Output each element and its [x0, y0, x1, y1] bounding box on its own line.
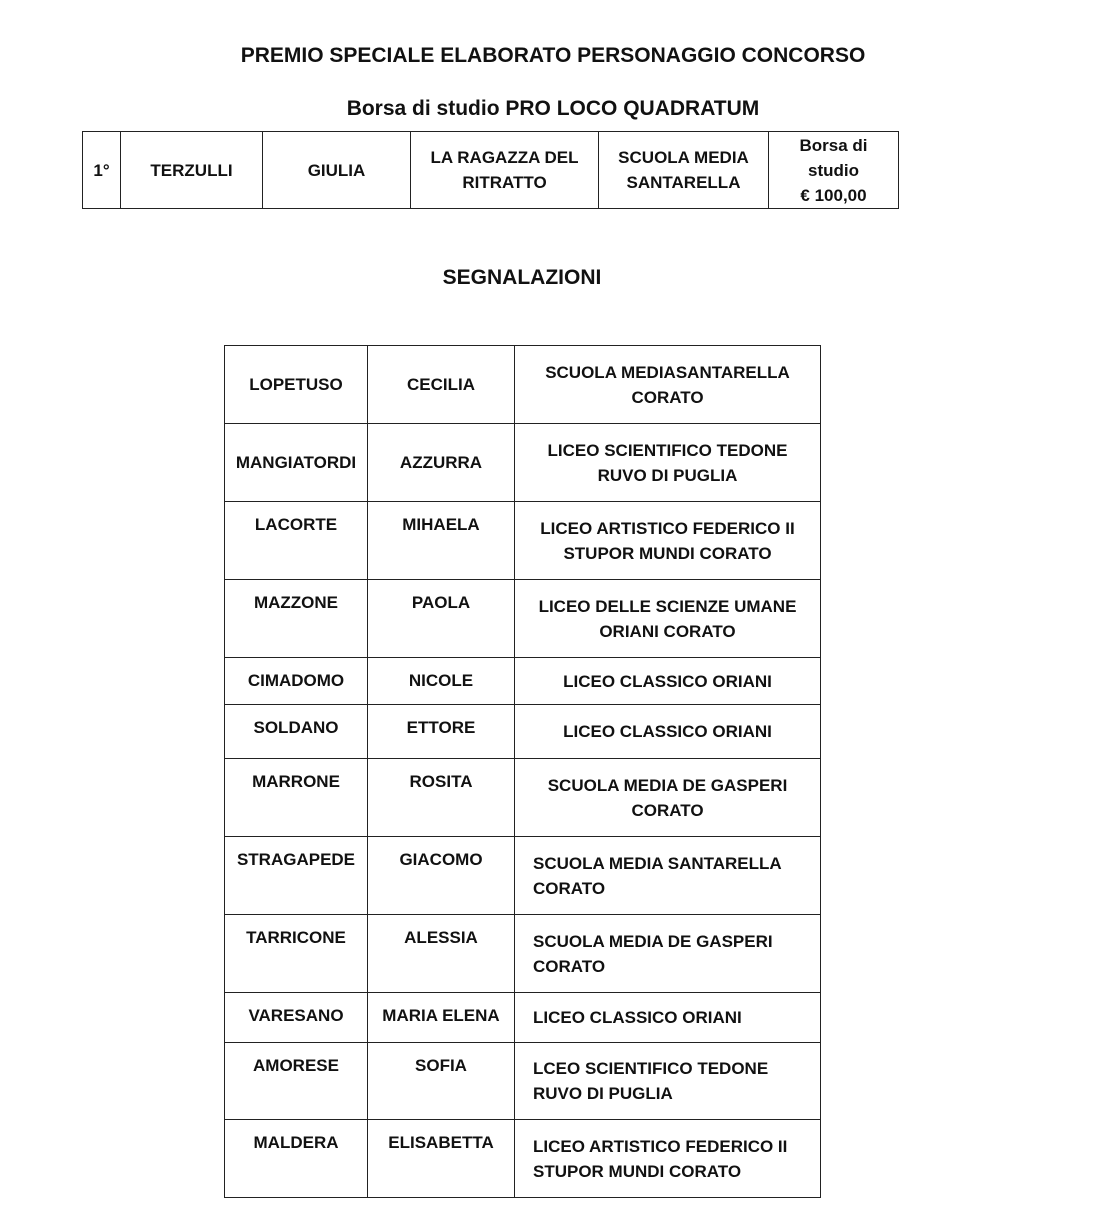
prize-rank: 1°: [83, 132, 121, 209]
table-row: [225, 580, 821, 658]
table-row: [83, 132, 899, 209]
prize-name: GIULIA: [263, 132, 411, 209]
table-row: [225, 915, 821, 993]
mention-surname: AMORESE: [225, 1043, 368, 1120]
prize-award: Borsa di studio € 100,00: [769, 132, 899, 209]
mention-surname: MARRONE: [225, 759, 368, 837]
table-row: [225, 759, 821, 837]
mention-name: ELISABETTA: [368, 1120, 515, 1198]
page-title: PREMIO SPECIALE ELABORATO PERSONAGGIO CONCORSO: [240, 44, 866, 67]
mention-name: ROSITA: [368, 759, 515, 837]
section-title: SEGNALAZIONI: [442, 266, 602, 289]
mention-name: SOFIA: [368, 1043, 515, 1120]
mention-surname: TARRICONE: [225, 915, 368, 993]
mention-name: ALESSIA: [368, 915, 515, 993]
mention-surname: MAZZONE: [225, 580, 368, 658]
mention-school: LICEO SCIENTIFICO TEDONE RUVO DI PUGLIA: [515, 424, 821, 502]
table-row: [225, 658, 821, 705]
mention-surname: MALDERA: [225, 1120, 368, 1198]
mention-school: SCUOLA MEDIA DE GASPERI CORATO: [515, 915, 821, 993]
prize-school: SCUOLA MEDIA SANTARELLA: [599, 132, 769, 209]
prize-surname: TERZULLI: [121, 132, 263, 209]
mention-surname: STRAGAPEDE: [225, 837, 368, 915]
table-row: [225, 502, 821, 580]
mention-school: LICEO CLASSICO ORIANI: [515, 705, 821, 759]
mention-surname: MANGIATORDI: [225, 424, 368, 502]
mention-school: SCUOLA MEDIASANTARELLA CORATO: [515, 346, 821, 424]
mention-school: LICEO ARTISTICO FEDERICO II STUPOR MUNDI CORATO: [515, 1120, 821, 1198]
prize-table: [82, 131, 899, 209]
table-row: [225, 837, 821, 915]
mention-surname: SOLDANO: [225, 705, 368, 759]
mention-surname: LOPETUSO: [225, 346, 368, 424]
mention-school: SCUOLA MEDIA SANTARELLA CORATO: [515, 837, 821, 915]
mention-name: ETTORE: [368, 705, 515, 759]
mention-name: NICOLE: [368, 658, 515, 705]
mention-school: LICEO CLASSICO ORIANI: [515, 993, 821, 1043]
mention-surname: VARESANO: [225, 993, 368, 1043]
mention-name: PAOLA: [368, 580, 515, 658]
mention-school: LICEO CLASSICO ORIANI: [515, 658, 821, 705]
page-subtitle: Borsa di studio PRO LOCO QUADRATUM: [346, 97, 760, 120]
mention-school: SCUOLA MEDIA DE GASPERI CORATO: [515, 759, 821, 837]
mention-name: CECILIA: [368, 346, 515, 424]
mention-surname: CIMADOMO: [225, 658, 368, 705]
mentions-table: [224, 345, 821, 1198]
table-row: [225, 1043, 821, 1120]
mention-name: MIHAELA: [368, 502, 515, 580]
table-row: [225, 1120, 821, 1198]
mention-name: MARIA ELENA: [368, 993, 515, 1043]
mention-school: LICEO ARTISTICO FEDERICO II STUPOR MUNDI CORATO: [515, 502, 821, 580]
table-row: [225, 993, 821, 1043]
mention-surname: LACORTE: [225, 502, 368, 580]
table-row: [225, 424, 821, 502]
mention-school: LCEO SCIENTIFICO TEDONE RUVO DI PUGLIA: [515, 1043, 821, 1120]
table-row: [225, 346, 821, 424]
mention-name: GIACOMO: [368, 837, 515, 915]
mention-school: LICEO DELLE SCIENZE UMANE ORIANI CORATO: [515, 580, 821, 658]
prize-work: LA RAGAZZA DEL RITRATTO: [411, 132, 599, 209]
mention-name: AZZURRA: [368, 424, 515, 502]
table-row: [225, 705, 821, 759]
